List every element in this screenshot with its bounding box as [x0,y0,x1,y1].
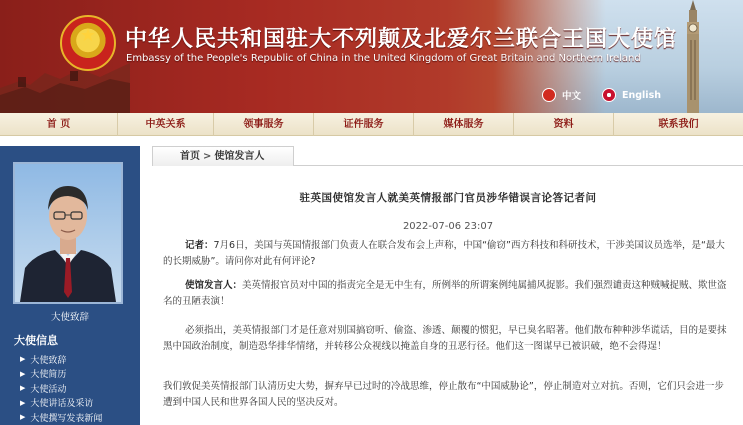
sidebar-item-speech[interactable] [20,352,102,367]
breadcrumb [152,146,294,166]
sidebar-item-label: 大使致辞 [30,355,67,366]
sidebar-item-articles[interactable] [20,410,102,425]
breadcrumb-separator: > [203,151,212,162]
arrow-right-icon: ▶ [20,398,26,407]
main-nav [0,113,743,136]
article-title: 驻英国使馆发言人就美英情报部门官员涉华错误言论答记者问 [299,192,597,204]
ambassador-speech-link[interactable]: 大使致辞 [50,312,89,323]
article-paragraph-2 [163,278,733,310]
embassy-title-cn: 中华人民共和国驻大不列颠及北爱尔兰联合王国大使馆 [125,26,678,52]
article-date: 2022-07-06 23:07 [402,221,494,232]
china-flag-icon [542,88,556,102]
language-english-label: English [622,89,661,101]
sidebar-item-activities[interactable] [20,381,102,396]
sidebar-item-biography[interactable] [20,367,102,382]
nav-item-document-services[interactable]: 证件服务 [314,113,414,136]
ambassador-portrait[interactable] [13,162,123,304]
nav-item-contact-us[interactable]: 联系我们 [658,118,699,130]
language-chinese-label: 中文 [562,91,582,102]
sidebar-item-speeches-interviews[interactable] [20,396,102,411]
nav-item-media-services[interactable]: 媒体服务 [414,113,514,136]
nav-item-china-uk-relations[interactable]: 中英关系 [118,113,214,136]
article-paragraph-3: 必须指出，美英情报部门才是任意对别国搞窃听、偷盗、渗透、颠覆的惯犯，早已臭名昭著。他们散布种种涉华谎话，目的是要抹黑中国政治制度，制造恐华排华情绪，并转移公众视线以掩盖自身的丑恶行径。他们这一图谋早已被识破，绝不会得逞！ [163,325,727,352]
embassy-title-en: Embassy of the People's Republic of China in the United Kingdom of Great Britain and Northern Ireland [126,53,641,64]
paragraph-text: 美英情报官员对中国的指责完全是无中生有，所例举的所谓案例纯属捕风捉影。我们强烈谴责这种贼喊捉贼、欺世盗名的丑陋表演！ [163,280,727,307]
ambassador-info-list [20,352,102,425]
sidebar-item-label: 大使活动 [30,384,67,395]
breadcrumb-bar [152,146,743,166]
paragraph-text: 7月6日，美国与英国情报部门负责人在联合发布会上声称，中国“偷窃”西方科技和科研技术，干涉美国议员选举，是“最大的长期威胁”。请问你对此有何评论? [163,240,725,267]
article-paragraph-4: 我们敦促美英情报部门认清历史大势，摒弃早已过时的冷战思维，停止散布“中国威胁论”，停止制造对立对抗。否则，它们只会进一步遭到中国人民和世界各国人民的坚决反对。 [163,381,724,408]
big-ben-illustration [681,0,705,113]
language-english-link[interactable] [602,88,661,102]
paragraph-lead: 使馆发言人： [185,280,243,291]
article-paragraph-1 [163,238,733,270]
arrow-right-icon: ▶ [20,384,26,393]
breadcrumb-current[interactable]: 使馆发言人 [214,151,265,162]
paragraph-lead: 记者： [185,240,214,251]
header-banner [0,0,743,113]
national-emblem-icon: ★ [60,15,116,71]
sidebar-item-label: 大使撰写发表新闻 [30,413,103,424]
sidebar-item-label: 大使简历 [30,370,67,381]
nav-item-resources[interactable]: 资料 [514,113,614,136]
uk-flag-icon [602,88,616,102]
ambassador-photo [15,164,121,302]
breadcrumb-home-link[interactable]: 首页 [180,151,200,162]
article-content [163,190,733,408]
nav-item-consular-services[interactable]: 领事服务 [214,113,314,136]
nav-item-home[interactable]: 首 页 [0,113,118,136]
arrow-right-icon: ▶ [20,369,26,378]
arrow-right-icon: ▶ [20,355,26,364]
left-sidebar [0,146,140,425]
ambassador-info-heading: 大使信息 [14,334,58,347]
language-chinese-link[interactable] [542,88,581,102]
sidebar-item-label: 大使讲话及采访 [30,399,94,410]
arrow-right-icon: ▶ [20,413,26,422]
